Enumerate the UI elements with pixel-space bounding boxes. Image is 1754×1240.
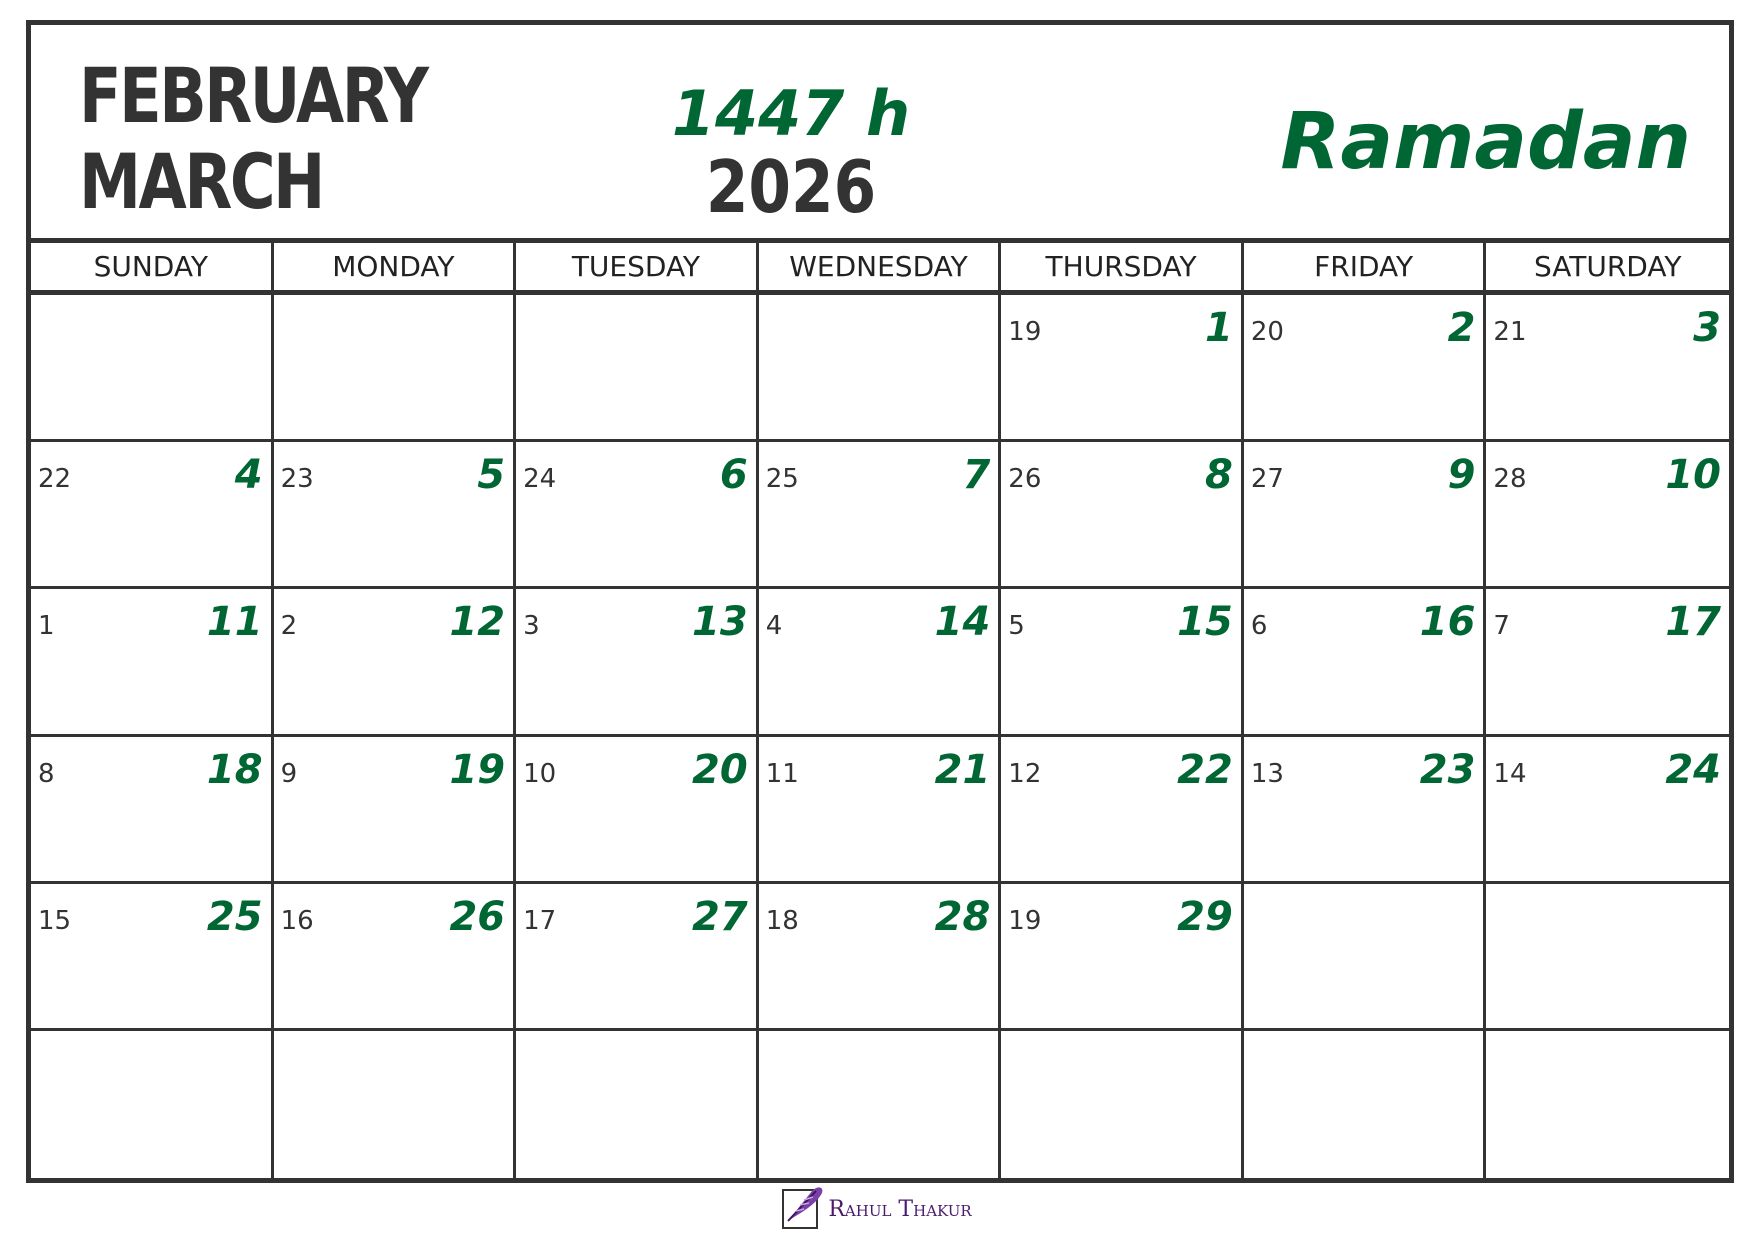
day-cell [1001, 442, 1244, 589]
day-cell [759, 737, 1002, 884]
day-cell [516, 737, 759, 884]
gregorian-day: 19 [1008, 905, 1042, 936]
gregorian-day: 19 [1008, 317, 1042, 347]
gregorian-day: 17 [523, 905, 557, 936]
gregorian-day: 2 [280, 611, 298, 642]
weekday-monday: MONDAY [274, 243, 517, 290]
hijri-day: 3 [1693, 305, 1721, 351]
gregorian-day: 16 [280, 905, 314, 936]
day-cell [1486, 884, 1729, 1031]
brand-name: Rahul Thakur [828, 1196, 972, 1222]
day-cell [759, 1031, 1002, 1178]
hijri-day: 4 [234, 452, 263, 499]
gregorian-day: 10 [523, 758, 557, 789]
day-cell [759, 589, 1002, 736]
weekday-tuesday: TUESDAY [516, 243, 759, 290]
gregorian-day: 11 [765, 758, 799, 789]
hijri-day: 22 [1177, 746, 1233, 793]
day-cell [1486, 295, 1729, 442]
hijri-day: 2 [1447, 305, 1476, 351]
day-cell [1244, 737, 1487, 884]
hijri-day: 21 [934, 746, 991, 793]
day-cell [1001, 295, 1244, 442]
day-cell [31, 442, 274, 589]
hijri-day: 14 [934, 599, 991, 646]
day-cell [274, 442, 517, 589]
feather-quill-icon [782, 1189, 818, 1229]
gregorian-year: 2026 [705, 145, 877, 229]
day-cell [1486, 589, 1729, 736]
gregorian-day: 18 [765, 905, 799, 936]
hijri-day: 15 [1177, 599, 1233, 646]
islamic-month-title: Ramadan [1280, 97, 1691, 187]
hijri-day: 25 [206, 893, 263, 940]
day-cell [31, 1031, 274, 1178]
hijri-day: 10 [1665, 452, 1721, 499]
gregorian-day: 13 [1250, 758, 1284, 789]
gregorian-day: 1 [38, 611, 55, 642]
hijri-day: 7 [962, 452, 991, 499]
day-cell [759, 442, 1002, 589]
day-cell [1244, 884, 1487, 1031]
day-cell [516, 589, 759, 736]
day-cell [31, 884, 274, 1031]
gregorian-day: 21 [1493, 317, 1527, 347]
gregorian-day: 9 [280, 758, 298, 789]
hijri-day: 18 [206, 746, 263, 793]
gregorian-day: 4 [765, 611, 783, 642]
day-cell [1001, 1031, 1244, 1178]
weekday-wednesday: WEDNESDAY [759, 243, 1002, 290]
footer-brand [0, 1186, 1754, 1232]
weekday-thursday: THURSDAY [1001, 243, 1244, 290]
gregorian-day: 20 [1250, 317, 1284, 347]
hijri-day: 8 [1205, 452, 1233, 499]
day-cell [759, 295, 1002, 442]
hijri-day: 1 [1205, 305, 1233, 351]
hijri-day: 28 [934, 893, 991, 940]
day-cell [1244, 442, 1487, 589]
gregorian-day: 26 [1008, 464, 1042, 495]
day-cell [274, 589, 517, 736]
calendar-header [31, 25, 1729, 243]
month-names [79, 53, 427, 225]
hijri-day: 19 [449, 746, 506, 793]
weekday-header-row [31, 243, 1729, 295]
day-cell [1486, 442, 1729, 589]
gregorian-day: 12 [1008, 758, 1042, 789]
day-cell [516, 1031, 759, 1178]
weekday-saturday: SATURDAY [1533, 250, 1682, 283]
month-name-2: MARCH [79, 137, 323, 226]
day-cell [1244, 589, 1487, 736]
hijri-day: 26 [449, 893, 506, 940]
gregorian-day: 25 [765, 464, 799, 495]
day-cell [274, 884, 517, 1031]
hijri-day: 11 [206, 599, 263, 646]
day-cell [31, 589, 274, 736]
hijri-day: 29 [1177, 893, 1233, 940]
gregorian-day: 23 [280, 464, 314, 495]
hijri-day: 13 [692, 599, 748, 646]
hijri-day: 17 [1665, 599, 1721, 646]
weekday-friday: FRIDAY [1244, 243, 1487, 290]
day-cell [1001, 737, 1244, 884]
hijri-day: 12 [449, 599, 506, 646]
day-cell [516, 884, 759, 1031]
gregorian-day: 14 [1493, 758, 1527, 789]
gregorian-day: 15 [38, 905, 72, 936]
hijri-day: 6 [719, 452, 748, 499]
hijri-day: 16 [1419, 599, 1476, 646]
calendar-frame [26, 20, 1734, 1183]
gregorian-day: 6 [1250, 611, 1268, 642]
day-cell [1001, 884, 1244, 1031]
gregorian-day: 28 [1493, 464, 1527, 495]
hijri-day: 5 [477, 452, 506, 499]
gregorian-day: 7 [1493, 611, 1510, 642]
day-grid [31, 295, 1729, 1178]
hijri-day: 9 [1447, 452, 1476, 499]
day-cell [31, 295, 274, 442]
day-cell [759, 884, 1002, 1031]
hijri-year: 1447 h [671, 77, 911, 150]
day-cell [274, 1031, 517, 1178]
hijri-day: 27 [692, 893, 748, 940]
gregorian-day: 5 [1008, 611, 1025, 642]
day-cell [516, 442, 759, 589]
day-cell [274, 295, 517, 442]
gregorian-day: 8 [38, 758, 55, 789]
day-cell [1244, 1031, 1487, 1178]
gregorian-day: 3 [523, 611, 540, 642]
weekday-sunday: SUNDAY [31, 243, 274, 290]
hijri-day: 24 [1665, 746, 1721, 793]
day-cell [1486, 737, 1729, 884]
day-cell [274, 737, 517, 884]
hijri-day: 23 [1419, 746, 1476, 793]
month-name-1: FEBRUARY [79, 51, 427, 140]
day-cell [1486, 1031, 1729, 1178]
day-cell [516, 295, 759, 442]
day-cell [31, 737, 274, 884]
gregorian-day: 22 [38, 464, 72, 495]
gregorian-day: 24 [523, 464, 557, 495]
day-cell [1001, 589, 1244, 736]
hijri-day: 20 [692, 746, 748, 793]
day-cell [1244, 295, 1487, 442]
gregorian-day: 27 [1250, 464, 1284, 495]
